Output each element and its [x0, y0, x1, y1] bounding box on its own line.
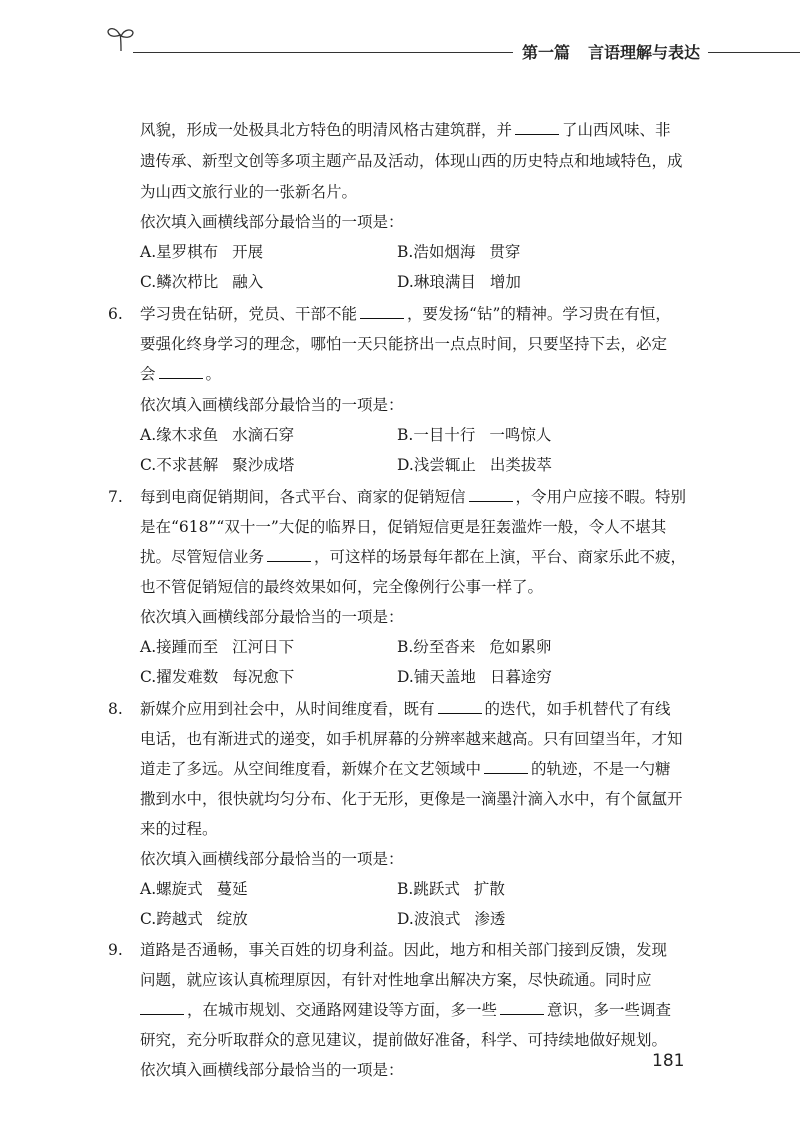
option-word-1: 跨越式: [156, 910, 203, 928]
option-word-2: 聚沙成塔: [232, 456, 295, 474]
option-word-1: 擢发难数: [156, 668, 219, 686]
text-segment: 。: [205, 365, 222, 383]
continuation-line-2: 遗传承、新型文创等多项主题产品及活动，体现山西的历史特点和地域特色，成: [140, 152, 683, 170]
option-word-1: 不求甚解: [156, 456, 219, 474]
option-label: C.: [140, 910, 157, 928]
option-label: C.: [140, 668, 157, 686]
option-label: D.: [397, 456, 414, 474]
option-word-1: 跳跃式: [413, 880, 460, 898]
option-b: [397, 637, 551, 657]
option-d: [397, 272, 521, 292]
question-8-line-1: [140, 699, 671, 719]
option-label: D.: [397, 668, 414, 686]
text-segment: 会: [140, 365, 156, 383]
answer-blank: [360, 304, 404, 319]
text-segment: 道走了多远。从空间维度看，新媒介在文艺领域中: [140, 760, 482, 778]
text-segment: ，令用户应接不暇。特别: [515, 488, 687, 506]
option-c: [140, 909, 248, 929]
header-rule-left: [133, 52, 513, 53]
question-6-line-1: [140, 304, 671, 324]
text-segment: 风貌，形成一处极具北方特色的明清风格古建筑群，并: [140, 121, 513, 139]
option-d: [397, 455, 552, 475]
page-header: [0, 0, 800, 70]
option-label: D.: [397, 273, 414, 291]
question-7-line-3: [140, 547, 686, 567]
chapter-title: [522, 40, 700, 63]
option-a: [140, 637, 294, 657]
option-a: [140, 879, 248, 899]
question-number: 8.: [108, 700, 123, 718]
answer-blank: [438, 699, 482, 714]
option-word-2: 日暮途穷: [489, 668, 552, 686]
answer-blank: [267, 547, 311, 562]
option-word-1: 浅尝辄止: [413, 456, 476, 474]
option-word-1: 一目十行: [413, 426, 476, 444]
option-b: [397, 242, 520, 262]
question-8-line-3: [140, 759, 671, 779]
option-label: B.: [397, 426, 414, 444]
option-word-2: 每况愈下: [232, 668, 295, 686]
question-number: 7.: [108, 488, 123, 506]
option-word-1: 螺旋式: [156, 880, 203, 898]
option-word-2: 出类拔萃: [489, 456, 552, 474]
text-segment: 了山西风味、非: [562, 121, 671, 139]
option-label: A.: [140, 243, 157, 261]
option-word-1: 鳞次栉比: [156, 273, 219, 291]
option-word-2: 开展: [232, 243, 264, 261]
question-number: 6.: [108, 305, 123, 323]
question-prompt: 依次填入画横线部分最恰当的一项是：: [140, 608, 404, 626]
question-prompt: 依次填入画横线部分最恰当的一项是：: [140, 396, 404, 414]
continuation-line-3: 为山西文旅行业的一张新名片。: [140, 183, 358, 201]
option-label: A.: [140, 638, 157, 656]
text-segment: 意识，多一些调查: [547, 1001, 672, 1019]
answer-blank: [140, 1000, 184, 1015]
text-segment: ，可这样的场景每年都在上演，平台、商家乐此不疲，: [314, 548, 687, 566]
option-word-1: 星罗棋布: [156, 243, 219, 261]
answer-blank: [159, 364, 203, 379]
option-c: [140, 455, 294, 475]
option-word-1: 浩如烟海: [413, 243, 476, 261]
question-8-line-2: 电话，也有渐进式的递变，如手机屏幕的分辨率越来越高。只有回望当年，才知: [140, 730, 683, 748]
option-label: B.: [397, 638, 414, 656]
option-a: [140, 242, 263, 262]
question-number: 9.: [108, 941, 123, 959]
header-rule-right: [708, 52, 800, 53]
option-word-1: 缘木求鱼: [156, 426, 219, 444]
question-9-line-4: 研究，充分听取群众的意见建议，提前做好准备，科学、可持续地做好规划。: [140, 1031, 668, 1049]
option-a: [140, 425, 294, 445]
option-word-1: 纷至沓来: [413, 638, 476, 656]
answer-blank: [500, 1000, 544, 1015]
text-segment: 扰。尽管短信业务: [140, 548, 265, 566]
text-segment: 学习贵在钻研，党员、干部不能: [140, 305, 358, 323]
option-word-1: 波浪式: [413, 910, 461, 928]
question-prompt: 依次填入画横线部分最恰当的一项是：: [140, 1061, 404, 1079]
option-label: A.: [140, 880, 157, 898]
option-word-2: 江河日下: [232, 638, 295, 656]
option-label: A.: [140, 426, 157, 444]
option-word-1: 接踵而至: [156, 638, 219, 656]
option-b: [397, 879, 505, 899]
question-8-line-5: 来的过程。: [140, 820, 218, 838]
answer-blank: [515, 120, 559, 135]
option-c: [140, 667, 294, 687]
option-label: C.: [140, 456, 157, 474]
option-label: D.: [397, 910, 414, 928]
option-word-2: 绽放: [216, 910, 248, 928]
option-word-2: 贯穿: [489, 243, 521, 261]
text-segment: 新媒介应用到社会中，从时间维度看，既有: [140, 700, 435, 718]
page-number: 181: [652, 1051, 685, 1071]
option-label: B.: [397, 880, 414, 898]
section-label: 言语理解与表达: [588, 43, 701, 62]
text-segment: 的迭代，如手机替代了有线: [484, 700, 671, 718]
text-segment: 每到电商促销期间，各式平台、商家的促销短信: [140, 488, 466, 506]
text-segment: ，在城市规划、交通路网建设等方面，多一些: [187, 1001, 498, 1019]
option-word-2: 扩散: [473, 880, 505, 898]
option-word-1: 铺天盖地: [413, 668, 476, 686]
question-8-line-4: 撒到水中，很快就均匀分布、化于无形，更像是一滴墨汁滴入水中，有个氤氲开: [140, 790, 683, 808]
option-word-2: 蔓延: [216, 880, 248, 898]
question-9-line-1: 道路是否通畅，事关百姓的切身利益。因此，地方和相关部门接到反馈，发现: [140, 941, 668, 959]
text-segment: 的轨迹，不是一勺糖: [531, 760, 671, 778]
option-word-1: 琳琅满目: [413, 273, 476, 291]
option-label: C.: [140, 273, 157, 291]
option-d: [397, 909, 505, 929]
option-word-2: 一鸣惊人: [489, 426, 552, 444]
chapter-label: 第一篇: [522, 43, 571, 62]
question-6-line-3: [140, 364, 221, 384]
option-b: [397, 425, 551, 445]
continuation-line-1: [140, 120, 671, 140]
question-6-line-2: 要强化终身学习的理念，哪怕一天只能挤出一点点时间，只要坚持下去，必定: [140, 335, 668, 353]
question-7-line-4: 也不管促销短信的最终效果如何，完全像例行公事一样了。: [140, 578, 544, 596]
option-word-2: 危如累卵: [489, 638, 552, 656]
question-7-line-1: [140, 487, 686, 507]
option-word-2: 水滴石穿: [232, 426, 295, 444]
option-d: [397, 667, 552, 687]
option-word-2: 增加: [489, 273, 521, 291]
question-7-line-2: 是在“618”“双十一”大促的临界日，促销短信更是狂轰滥炸一般，令人不堪其: [140, 518, 667, 536]
text-segment: ，要发扬“钻”的精神。学习贵在有恒，: [407, 305, 671, 323]
answer-blank: [469, 487, 513, 502]
option-word-2: 渗透: [474, 910, 506, 928]
question-9-line-3: [137, 1000, 671, 1020]
answer-blank: [484, 759, 528, 774]
option-label: B.: [397, 243, 414, 261]
sprout-icon: [106, 24, 136, 52]
option-word-2: 融入: [232, 273, 264, 291]
question-9-line-2: 问题，就应该认真梳理原因，有针对性地拿出解决方案，尽快疏通。同时应: [140, 971, 652, 989]
question-prompt: 依次填入画横线部分最恰当的一项是：: [140, 213, 404, 231]
option-c: [140, 272, 263, 292]
question-prompt: 依次填入画横线部分最恰当的一项是：: [140, 850, 404, 868]
